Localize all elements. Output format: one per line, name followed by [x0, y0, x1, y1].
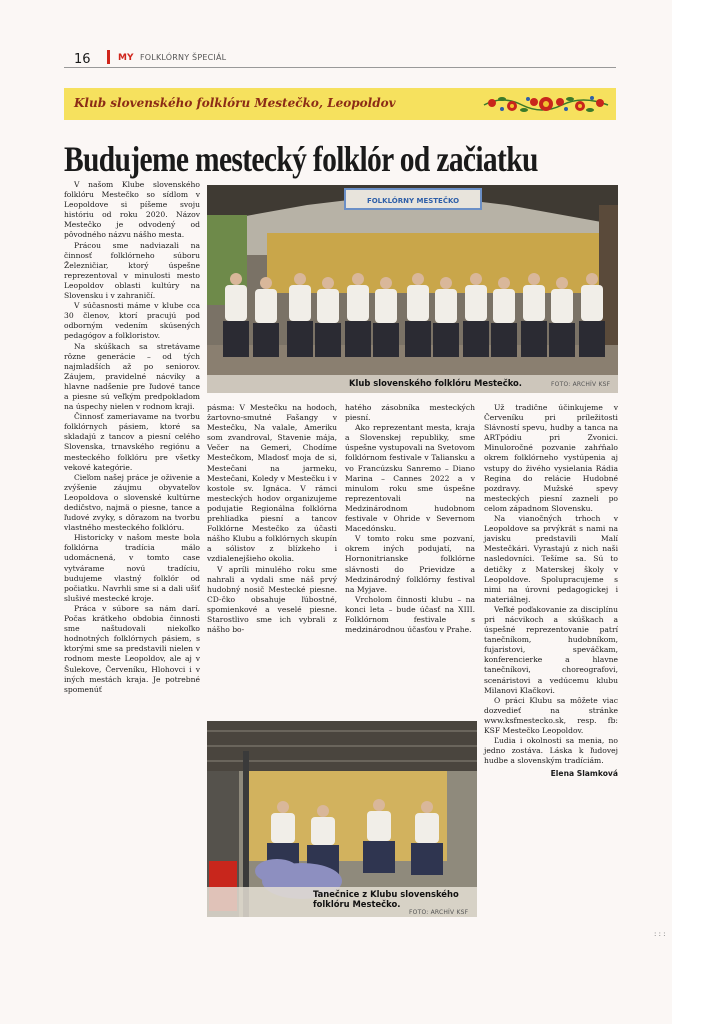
paragraph: Ako reprezentant mesta, kraja a Slovenskej republiky, sme úspešne vystupovali na Svetovom folklórnom festivale v Taliansku a vo Francúzsku Sanremo – Diano Marina – Cannes 2022 a v minulom roku sme úspešne reprezentovali na Medzinárodnom hudobnom festivale v Ohride v Severnom Macedónsku. — [345, 423, 475, 534]
article-column-3 — [345, 403, 475, 733]
dancers-photo-image — [207, 721, 477, 917]
page-number: 16 — [74, 52, 91, 67]
paragraph: Cieľom našej práce je oživenie a zvýšenie záujmu obyvateľov Leopoldova o slovenské kultúrne dedičstvo, najmä o piesne, tance a ľudové zvyky, s dôrazom na tvorbu vlastného mesteckého folklóru. — [64, 472, 200, 533]
folk-group-photo-image — [207, 185, 618, 393]
paragraph: Prácou sme nadviazali na činnosť folklórneho súboru Železničiar, ktorý úspešne reprezentoval v minulosti mesto Leopoldov oblasti kultúry na Slovensku i v zahraničí. — [64, 240, 200, 301]
photo-caption: Tanečnice z Klubu slovenského folklóru Mestečko. — [313, 889, 459, 909]
article-column-1 — [64, 180, 200, 920]
festival-sign-text: FOLKLÓRNY MESTEČKO — [366, 197, 460, 205]
paragraph: Na skúškach sa stretávame rôzne generácie – od tých najmladších až po seniorov. Záujem, pravidelné nácviky a hlavne nadšenie pre ľudové tance a piesne sú veľkým predpokladom na úspechy nielen v rodnom kraji. — [64, 341, 200, 412]
header-rule — [64, 67, 616, 68]
paragraph: Vrcholom činnosti klubu – na konci leta – bude účasť na XIII. Folklórnom festivale s medzinárodnou účasťou v Prahe. — [345, 594, 475, 635]
photo-credit: FOTO: ARCHÍV KSF — [551, 381, 611, 388]
article-headline: Budujeme mestecký folklór od začiatku — [64, 139, 538, 179]
paragraph: V súčasnosti máme v klube cca 30 členov, ktorí pracujú pod odborným vedením skúsených pedagógov a folkloristov. — [64, 301, 200, 341]
brand-label: MY — [118, 53, 134, 63]
dancers-photo — [207, 721, 477, 917]
paragraph: Historicky v našom meste bola folklórna tradícia málo udomácnená, v tomto case vytvárame novú tradíciu, budujeme vlastný folklór od počiatku. Navrhli sme si a dali ušiť slušivé mestecké kroje. — [64, 533, 200, 603]
article-column-4 — [484, 403, 618, 923]
paragraph: Veľké poďakovanie za disciplínu pri nácvikoch a skúškach a úspešné reprezentovanie patrí tanečníkom, hudobníkom, fujaristovi, speváčkam, konferencierke a hlavne tanečníkovi, choreografovi, scenáristovi a vedúcemu klubu Milanovi Klačkovi. — [484, 604, 618, 695]
folk-ornament-icon — [482, 91, 610, 117]
section-label: FOLKLÓRNY ŠPECIÁL — [140, 53, 227, 62]
scan-marks: : : : — [654, 930, 666, 938]
photo-credit: FOTO: ARCHÍV KSF — [409, 909, 469, 916]
paragraph: O práci Klubu sa môžete viac dozvedieť na stránke www.ksfmestecko.sk, resp. fb: KSF Mestečko Leopoldov. — [484, 695, 618, 735]
paragraph: Práca v súbore sa nám darí. Počas krátkeho obdobia činnosti sme naštudovali niekoľko hodnotných folklórnych pásiem, s ktorými sme sa predstavili nielen v rodnom meste Leopoldov, ale aj v Šulekove, Červeníku, Hlohovci i v iných mestách kraja. Je potrebné spomenúť — [64, 603, 200, 694]
article-banner — [64, 88, 616, 120]
paragraph: V našom Klube slovenského folklóru Mestečko so sídlom v Leopoldove si píšeme svoju históriu od roku 2020. Názov Mestečko je odvodený od pôvodného názvu nášho mesta. — [64, 180, 200, 240]
group-photo — [207, 185, 618, 393]
paragraph: V tomto roku sme pozvaní, okrem iných podujatí, na Hornonitrianske folklórne slávnosti do Prievidze a Medzinárodný folklórny festival na Myjave. — [345, 534, 475, 594]
banner-title: Klub slovenského folklóru Mestečko, Leopoldov — [74, 96, 396, 110]
paragraph: hatého zásobníka mesteckých piesní. — [345, 403, 475, 423]
paragraph: pásma: V Mestečku na hodoch, žartovno-smutné Fašangy v Mestečku, Na valale, Ameriku som zvandroval, Stavenie mája, Večer na Gemeri, Chodíme Mestečkom, Mladosť moja de si, Mestečani na jarmeku, Mestečani, Koledy v Mestečku i v kostole sv. Ignáca. V rámci mesteckých hodov organizujeme podujatie Regionálna folklórna prehliadka piesní a tancov Folklórne Mestečko za účasti nášho Klubu a folklórnych skupín a sólistov z blízkeho i vzdialenejšieho okolia. — [207, 403, 337, 564]
page-margin — [672, 0, 724, 1024]
article-author: Elena Slamková — [550, 769, 618, 779]
photo-caption: Klub slovenského folklóru Mestečko. — [349, 378, 522, 388]
paragraph: Činnosť zameriavame na tvorbu folklórnych pásiem, ktoré sa skladajú z tancov a piesní celého Slovenska, trnavského regiónu a mesteckého folklóru pre všetky vekové kategórie. — [64, 412, 200, 472]
paragraph: Na vianočných trhoch v Leopoldove sa prvýkrát s nami na javisku predstavili Malí Mestečkári. Vyrastajú z nich naši nasledovníci. Tešíme sa. Sú to detičky z Materskej školy v Leopoldove. Spolupracujeme s nimi na úrovni pedagogickej i materiálnej. — [484, 514, 618, 604]
paragraph: Už tradične účinkujeme v Červeníku pri príležitosti Slávností spevu, hudby a tanca na ARTpódiu pri Zvonici. Minuloročné pozvanie zahŕňalo okrem folklórneho vystúpenia aj vstupy do živého vysielania Rádia Regina do relácie Hudobné pozdravy. Mužské spevy mesteckých piesní zazneli po celom západnom Slovensku. — [484, 403, 618, 513]
article-column-2 — [207, 403, 337, 733]
header-accent-bar — [107, 50, 110, 64]
paragraph: V apríli minulého roku sme nahrali a vydali sme náš prvý hudobný nosič Mestecké piesne. CD-čko obsahuje ľúbostné, spomienkové a veselé piesne. Starostlivo sme ich vybrali z nášho bo- — [207, 564, 337, 635]
paragraph: Ľudia i okolnosti sa menia, no jedno zostáva. Láska k ľudovej hudbe a slovenským tradíciám. — [484, 736, 618, 766]
